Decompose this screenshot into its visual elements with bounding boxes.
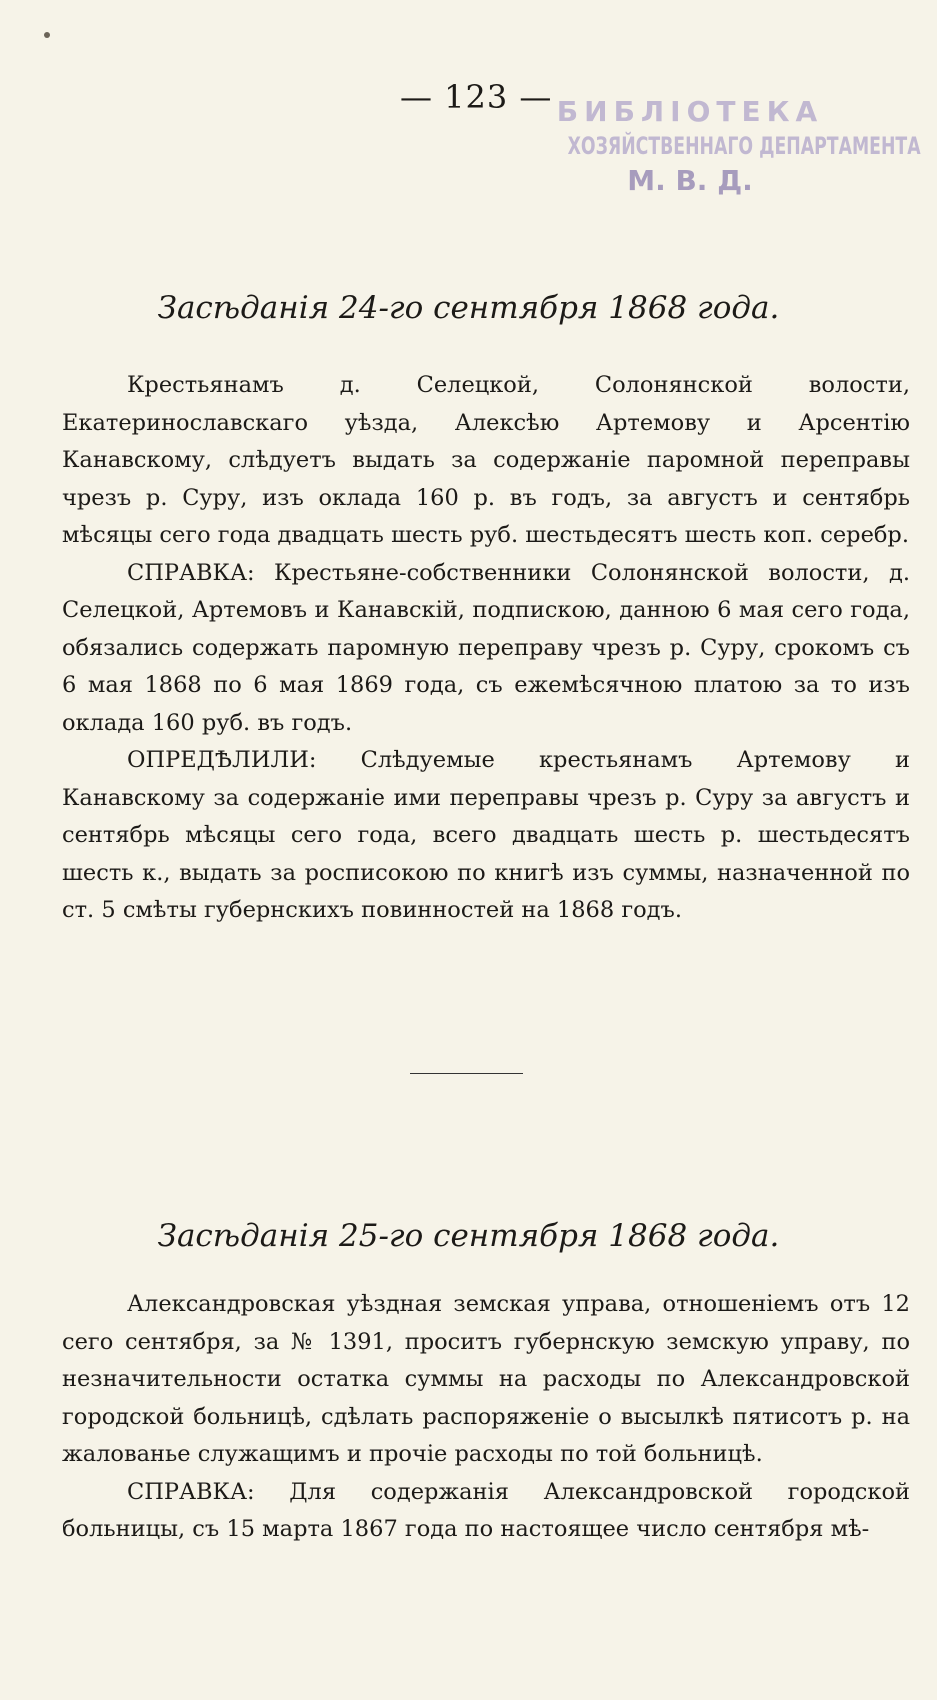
session-1-paragraph-2: СПРАВКА: Крестьяне-собственники Солонянской волости, д. Селецкой, Артемовъ и Канавскiй, подпискою, данною 6 мая сего года, обязались содержать паромную переправу чрезъ р. Суру, срокомъ съ 6 мая 1868 по 6 мая 1869 года, съ ежемѣсячною платою за то изъ оклада 160 руб. въ годъ. [62,559,910,736]
library-stamp [520,95,921,197]
session-1-paragraph-3: ОПРЕДѢЛИЛИ: Слѣдуемые крестьянамъ Артемову и Канавскому за содержанiе ими переправы чрезъ р. Суру за августъ и сентябрь мѣсяцы сего года, всего двадцать шесть р. шестьдесятъ шесть к., выдать за росписокою по книгѣ изъ суммы, назначенной по ст. 5 смѣты губернскихъ повинностей на 1868 годъ. [62,747,910,923]
session-1-paragraph-1: Крестьянамъ д. Селецкой, Солонянской волости, Екатеринославскаго уѣзда, Алексѣю Артемову и Арсентiю Канавскому, слѣдуетъ выдать за содержанiе паромной переправы чрезъ р. Суру, изъ оклада 160 р. въ годъ, за августъ и сентябрь мѣсяцы сего года двадцать шесть руб. шестьдесятъ шесть коп. серебр. [62,372,910,548]
session-2-paragraph-2: СПРАВКА: Для содержанiя Александровской городской больницы, съ 15 марта 1867 года по настоящее число сентября мѣ- [62,1478,910,1542]
session-1-body [62,367,910,930]
ink-speck [44,32,50,38]
session-1-heading: Засѣданiя 24-го сентября 1868 года. [157,290,780,326]
stamp-line-2: ХОЗЯЙСТВЕННАГО ДЕПАРТАМЕНТА [567,132,921,160]
section-divider [410,1073,523,1074]
session-2-heading: Засѣданiя 25-го сентября 1868 года. [157,1218,780,1254]
page-number: — 123 — [400,78,553,116]
stamp-line-1: БИБЛIОТЕКА [556,95,824,128]
session-2-paragraph-1: Александровская уѣздная земская управа, отношенiемъ отъ 12 сего сентября, за № 1391, проситъ губернскую земскую управу, по незначительности остатка суммы на расходы по Александровской городской больницѣ, сдѣлать распоряженiе о высылкѣ пятисотъ р. на жалованье служащимъ и прочiе расходы по той больницѣ. [62,1291,910,1467]
session-2-body [62,1286,910,1549]
stamp-line-3: М. В. Д. [627,164,753,197]
